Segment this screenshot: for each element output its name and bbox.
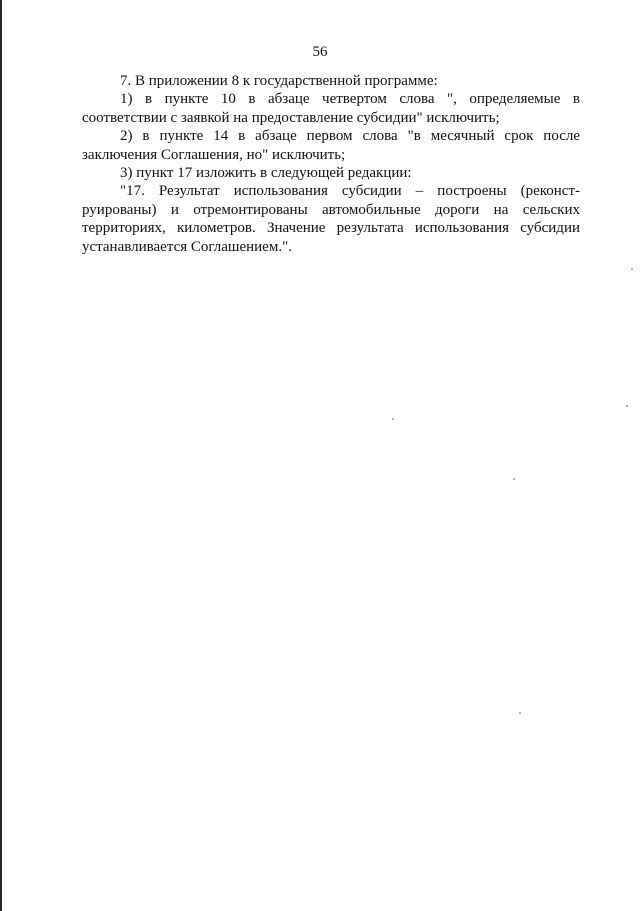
scan-speck (392, 418, 394, 420)
scan-speck (519, 712, 521, 714)
page-number: 56 (312, 44, 328, 60)
scan-speck (626, 405, 628, 407)
paragraph-item-2: 2) в пункте 14 в абзаце первом слова "в месячный срок после заключения Соглашения, но" исключить; (82, 128, 580, 163)
paragraph-item-1: 1) в пункте 10 в абзаце четвертом слова ", определяемые в соответствии с заявкой на предоставление субсидии" исключить; (82, 91, 580, 126)
paragraph-item-3: 3) пункт 17 изложить в следующей редакции: (120, 165, 412, 182)
scan-edge-shadow (0, 0, 2, 911)
scan-speck (631, 268, 633, 270)
document-body (82, 72, 580, 256)
scan-speck (513, 478, 515, 480)
paragraph-appendix-8: 7. В приложении 8 к государственной программе: (120, 73, 438, 89)
paragraph-new-wording: "17. Результат использования субсидии – построены (реконст-руированы) и отремонтированы автомобильные дороги на сельских территориях, километров. Значение результата использования субсидии устанавливается Соглашением.". (82, 183, 580, 255)
